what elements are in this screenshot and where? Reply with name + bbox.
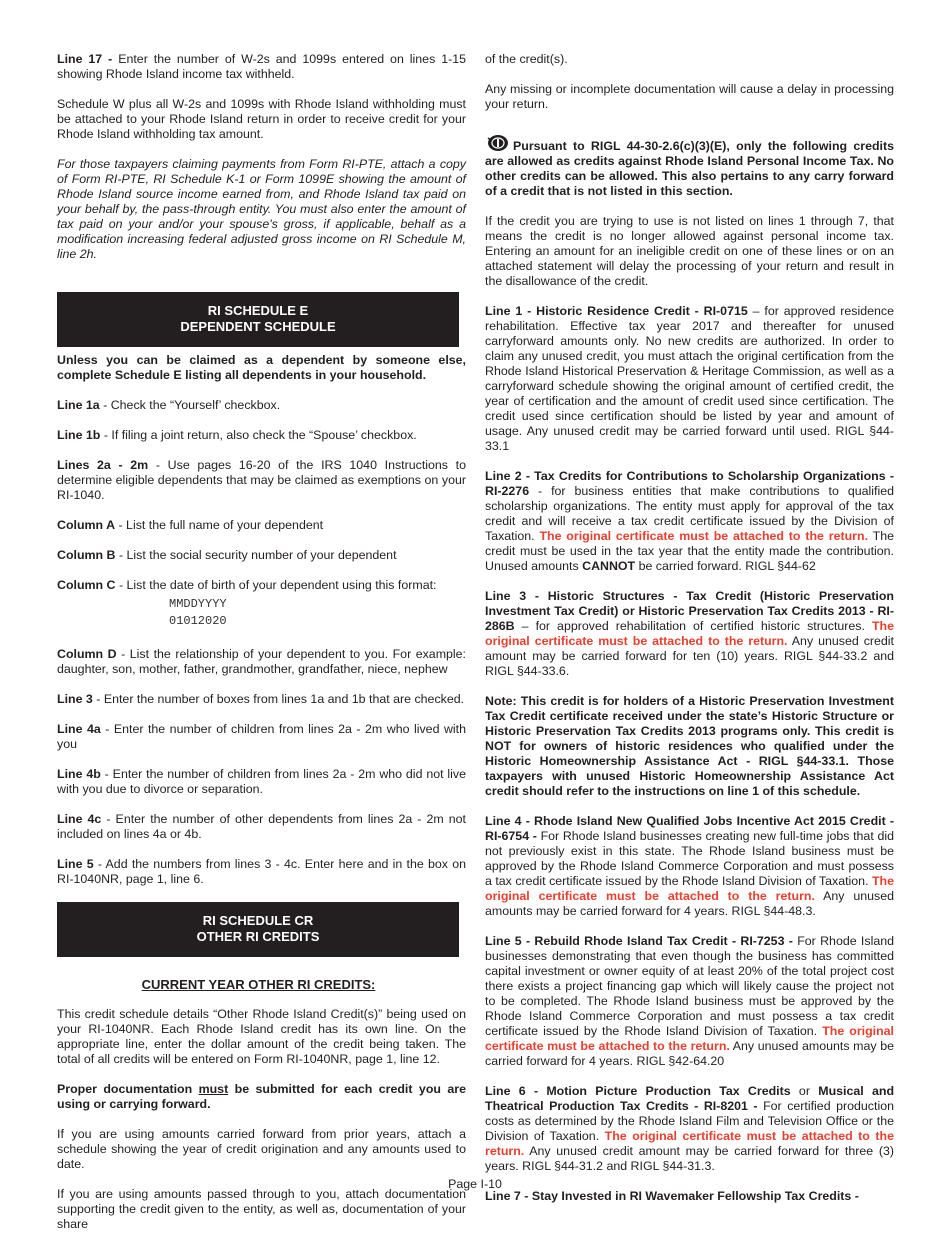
schedule-w-paragraph: Schedule W plus all W-2s and 1099s with Rhode Island withholding must be attached to your Rhode Island return in order to receive credit for your Rhode Island withholding tax amount. <box>57 97 466 141</box>
credit-line7: Line 7 - Stay Invested in RI Wavemaker Fellowship Tax Credits - <box>485 1189 859 1203</box>
schedule-cr-title: RI SCHEDULE CR <box>202 913 314 928</box>
line5-instruction: Line 5 - Add the numbers from lines 3 - 4c. Enter here and in the box on RI-1040NR, page 1, line 6. <box>57 857 466 886</box>
continued-text: of the credit(s). <box>485 52 568 66</box>
schedule-e-title: RI SCHEDULE E <box>207 303 309 318</box>
line4c-instruction: Line 4c - Enter the number of other dependents from lines 2a - 2m not included on lines 4a or 4b. <box>57 812 466 841</box>
line1a-instruction: Line 1a - Check the “Yourself’ checkbox. <box>57 398 281 412</box>
schedule-e-subtitle: DEPENDENT SCHEDULE <box>180 319 336 334</box>
schedule-cr-intro: This credit schedule details “Other Rhode Island Credit(s)” being used on your RI-1040NR. Each Rhode Island credit has its own line. On the appropriate line, enter the dollar amount of the credit being taken. The total of all credits will be entered on Form RI-1040NR, page 1, line 12. <box>57 1007 466 1066</box>
schedule-cr-subtitle: OTHER RI CREDITS <box>196 929 320 944</box>
missing-documentation-paragraph: Any missing or incomplete documentation will cause a delay in processing your return. <box>485 82 894 111</box>
date-format: MMDDYYYY <box>169 597 227 611</box>
current-year-heading: CURRENT YEAR OTHER RI CREDITS: <box>141 977 376 992</box>
not-listed-paragraph: If the credit you are trying to use is not listed on lines 1 through 7, that means the credit is no longer allowed against personal income tax. Entering an amount for an ineligible credit on one of these lines or on an attached statement will delay the processing of your return and result in the disallowance of the credit. <box>485 214 894 288</box>
line17-instruction: Line 17 - Enter the number of W-2s and 1099s entered on lines 1-15 showing Rhode Island income tax withheld. <box>57 52 466 81</box>
credit-line6: Line 6 - Motion Picture Production Tax Credits or Musical and Theatrical Production Tax Credits - RI-8201 - For certified production costs as determined by the Rhode Island Film and Television Office or the Division of Taxation. The original certificate must be attached to the return. Any unused credit amount may be carried forward for three (3) years. RIGL §44-31.2 and RIGL §44-31.3. <box>485 1084 895 1173</box>
column-a-instruction: Column A - List the full name of your dependent <box>57 518 324 532</box>
historic-preservation-note: Note: This credit is for holders of a Historic Preservation Investment Tax Credit certificate received under the state’s Historic Structure or Historic Preservation Tax Credits 2013 programs only. This credit is NOT for owners of historic residences who qualified under the Historic Homeownership Assistance Act - RIGL §44-33.1. Those taxpayers with unused Historic Homeownership Assistance Act credit should refer to the instructions on line 1 of this schedule. <box>485 694 894 798</box>
column-d-instruction: Column D - List the relationship of your dependent to you. For example: daughter, son, mother, father, grandmother, grandfather, niece, nephew <box>57 647 466 676</box>
line3-instruction: Line 3 - Enter the number of boxes from lines 1a and 1b that are checked. <box>57 692 465 706</box>
left-column <box>57 52 466 1247</box>
schedule-cr-header <box>57 902 459 957</box>
line4b-instruction: Line 4b - Enter the number of children from lines 2a - 2m who did not live with you due to divorce or separation. <box>57 767 467 796</box>
info-icon <box>485 134 509 152</box>
column-c-instruction: Column C - List the date of birth of your dependent using this format: <box>57 578 437 592</box>
credit-line1: Line 1 - Historic Residence Credit - RI-0715 – for approved residence rehabilitation. Effective tax year 2017 and thereafter for unused carryforward amounts only. No new credits are authorized. In order to claim any unused credit, you must attach the original certification from the Rhode Island Historical Preservation & Heritage Commission, as well as a carryforward schedule showing the original amount of certified credit, the year of certification and the amount of credit used since certification. The credit used since certification should be listed by year and amount of usage. Any unused credit may be carried forward until used. RIGL §44-33.1 <box>485 304 894 453</box>
right-column <box>485 52 894 1219</box>
credit-line4: Line 4 - Rhode Island New Qualified Jobs Incentive Act 2015 Credit - RI-6754 - For Rhode Island businesses creating new full-time jobs that did not previously exist in this state. The Rhode Island business must be approved by the Rhode Island Commerce Corporation and must possess a tax credit certificate issued by the Rhode Island Division of Taxation. The original certificate must be attached to the return. Any unused amounts may be carried forward for 4 years. RIGL §44-48.3. <box>485 814 894 918</box>
credit-line3: Line 3 - Historic Structures - Tax Credit (Historic Preservation Investment Tax Credit) or Historic Preservation Tax Credits 2013 - RI-286B – for approved rehabilitation of certified historic structures. The original certificate must be attached to the return. Any unused credit amount may be carried forward for ten (10) years. RIGL §44-33.2 and RIGL §44-33.6. <box>485 589 894 678</box>
credit-line2: Line 2 - Tax Credits for Contributions to Scholarship Organizations - RI-2276 - for business entities that make contributions to qualified scholarship organizations. The entity must apply for approval of the tax credit and will receive a tax credit certificate issued by the Division of Taxation. The original certificate must be attached to the return. The credit must be used in the tax year that the entity made the contribution. Unused amounts CANNOT be carried forward. RIGL §44-62 <box>485 469 894 573</box>
pte-paragraph: For those taxpayers claiming payments from Form RI-PTE, attach a copy of Form RI-PTE, RI Schedule K-1 or Form 1099E showing the amount of Rhode Island source income earned from, and Rhode Island tax paid on your behalf by, the pass-through entity. You must also enter the amount of tax paid on your and/or your spouse's gross, if applicable, behalf as a modification increasing federal adjusted gross income on RI Schedule M, line 2h. <box>57 157 466 261</box>
passed-through-paragraph: If you are using amounts passed through to you, attach documentation supporting the credit given to the entity, as well as, documentation of your share <box>57 1187 466 1231</box>
lines2-instruction: Lines 2a - 2m - Use pages 16-20 of the IRS 1040 Instructions to determine eligible dependents that may be claimed as exemptions on your RI-1040. <box>57 458 466 502</box>
schedule-e-header <box>57 292 459 347</box>
page-number: Page I-10 <box>448 1177 502 1191</box>
line4a-instruction: Line 4a - Enter the number of children from lines 2a - 2m who lived with you <box>57 722 466 751</box>
date-format-example <box>57 596 466 630</box>
schedule-e-intro: Unless you can be claimed as a dependent by someone else, complete Schedule E listing all dependents in your household. <box>57 353 466 382</box>
credit-line5: Line 5 - Rebuild Rhode Island Tax Credit - RI-7253 - For Rhode Island businesses demonstrating that even though the business has committed capital investment or owner equity of at least 20% of the total project cost there exists a project financing gap which will likely cause the project not to be completed. The Rhode Island business must be approved by the Rhode Island Commerce Corporation and must possess a tax credit certificate issued by the Rhode Island Division of Taxation. The original certificate must be attached to the return. Any unused amounts may be carried forward for 4 years. RIGL §42-64.20 <box>485 934 895 1068</box>
column-b-instruction: Column B - List the social security number of your dependent <box>57 548 397 562</box>
carry-forward-paragraph: If you are using amounts carried forward from prior years, attach a schedule showing the year of credit origination and any amounts used to date. <box>57 1127 466 1171</box>
date-example: 01012020 <box>169 614 227 628</box>
rigl-notice: Pursuant to RIGL 44-30-2.6(c)(3)(E), only the following credits are allowed as credits against Rhode Island Personal Income Tax. No other credits can be allowed. This also pertains to any carry forward of a credit that is not listed in this section. <box>485 134 894 199</box>
documentation-requirement: Proper documentation must be submitted for each credit you are using or carrying forward. <box>57 1082 466 1111</box>
line1b-instruction: Line 1b - If filing a joint return, also check the “Spouse’ checkbox. <box>57 428 417 442</box>
